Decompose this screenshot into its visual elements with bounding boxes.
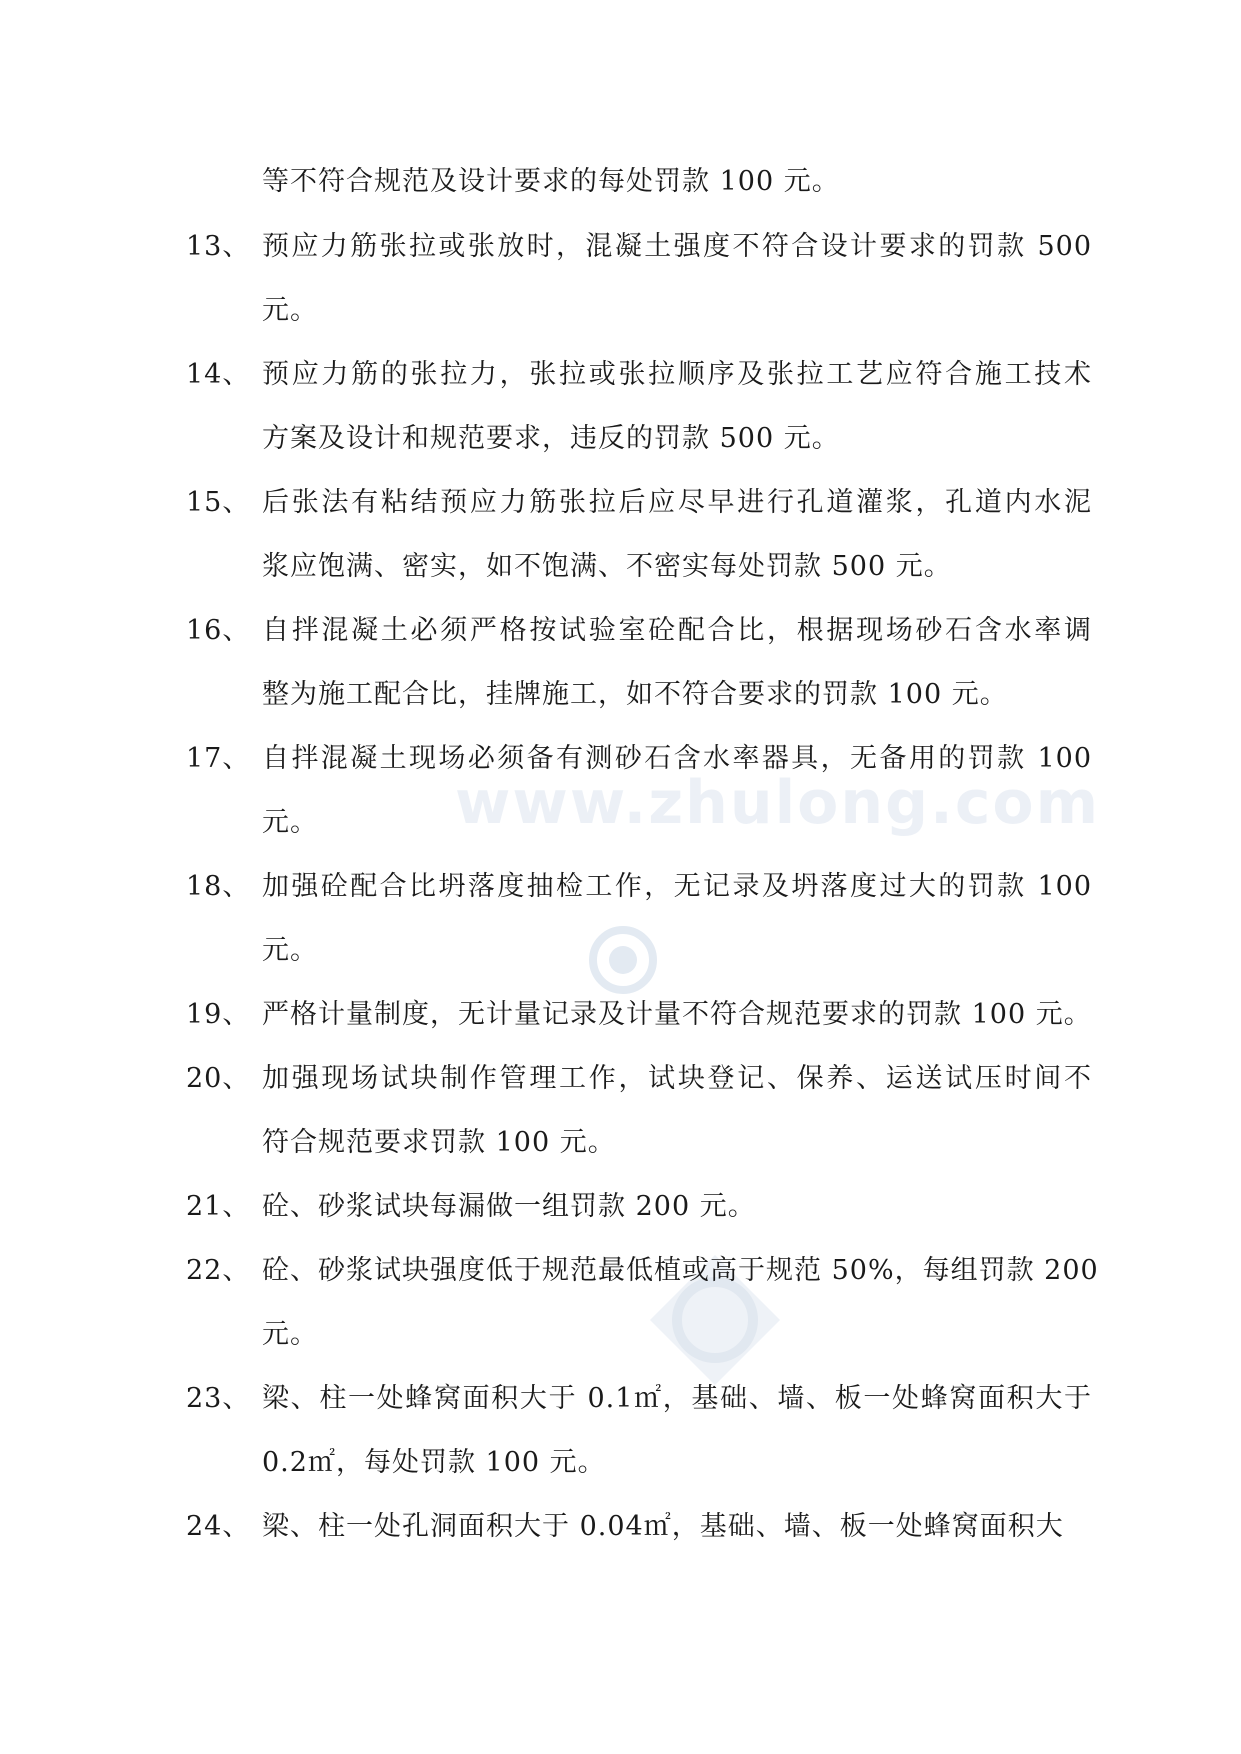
list-item-number: 21、 [186, 1191, 251, 1222]
list-item-text: 方案及设计和规范要求，违反的罚款 500 元。 [262, 423, 840, 454]
list-item-text: 梁、柱一处蜂窝面积大于 0.1㎡，基础、墙、板一处蜂窝面积大于 [262, 1383, 1092, 1414]
list-item-text: 预应力筋张拉或张放时，混凝土强度不符合设计要求的罚款 500 [262, 231, 1092, 262]
list-item-text: 加强砼配合比坍落度抽检工作，无记录及坍落度过大的罚款 100 [262, 871, 1092, 902]
list-item-text: 符合规范要求罚款 100 元。 [262, 1127, 616, 1158]
list-item-text: 梁、柱一处孔洞面积大于 0.04㎡，基础、墙、板一处蜂窝面积大 [262, 1511, 1064, 1542]
list-item-text: 自拌混凝土现场必须备有测砂石含水率器具，无备用的罚款 100 [262, 743, 1092, 774]
list-item-text: 0.2㎡，每处罚款 100 元。 [262, 1447, 606, 1478]
list-item-number: 13、 [186, 231, 251, 262]
list-item-text: 元。 [262, 807, 318, 838]
list-item-text: 加强现场试块制作管理工作，试块登记、保养、运送试压时间不 [262, 1063, 1092, 1094]
list-item-number: 23、 [186, 1383, 251, 1414]
watermark-text: www.zhulong.com [455, 768, 1101, 838]
list-item-number: 17、 [186, 743, 251, 774]
list-item-text: 元。 [262, 935, 318, 966]
list-item-text: 元。 [262, 1319, 318, 1350]
list-item-text: 自拌混凝土必须严格按试验室砼配合比，根据现场砂石含水率调 [262, 615, 1092, 646]
list-item-text: 预应力筋的张拉力，张拉或张拉顺序及张拉工艺应符合施工技术 [262, 359, 1092, 390]
list-item-text: 砼、砂浆试块每漏做一组罚款 200 元。 [262, 1191, 756, 1222]
list-item-text: 元。 [262, 295, 318, 326]
continuation-text: 等不符合规范及设计要求的每处罚款 100 元。 [262, 166, 840, 197]
list-item-number: 19、 [186, 999, 251, 1030]
list-item-number: 16、 [186, 615, 251, 646]
list-item-number: 22、 [186, 1255, 251, 1286]
list-item-number: 18、 [186, 871, 251, 902]
list-item-text: 浆应饱满、密实，如不饱满、不密实每处罚款 500 元。 [262, 551, 952, 582]
list-item-number: 24、 [186, 1511, 251, 1542]
list-item-number: 20、 [186, 1063, 251, 1094]
list-item-text: 砼、砂浆试块强度低于规范最低植或高于规范 50%，每组罚款 200 [262, 1255, 1099, 1286]
list-item-text: 后张法有粘结预应力筋张拉后应尽早进行孔道灌浆，孔道内水泥 [262, 487, 1092, 518]
list-item-text: 整为施工配合比，挂牌施工，如不符合要求的罚款 100 元。 [262, 679, 1008, 710]
list-item-number: 14、 [186, 359, 251, 390]
list-item-number: 15、 [186, 487, 251, 518]
list-item-text: 严格计量制度，无计量记录及计量不符合规范要求的罚款 100 元。 [262, 999, 1092, 1030]
